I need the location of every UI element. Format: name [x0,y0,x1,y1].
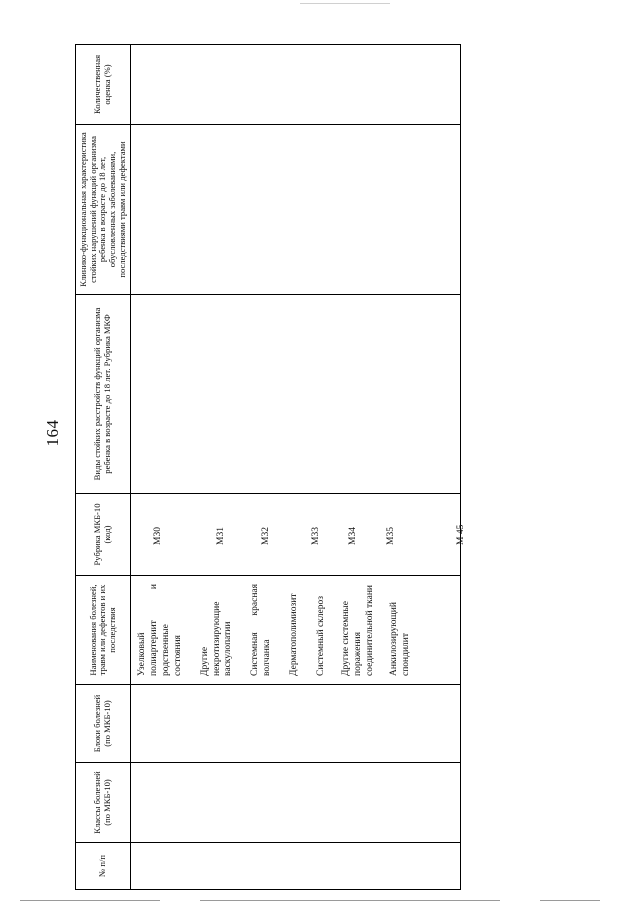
icd-code: М34 [348,527,359,545]
page-number: 164 [43,419,62,447]
scan-artifact-line [20,900,160,901]
icd-code: М31 [216,527,227,545]
disease-name: Дерматополимиозит [289,593,299,676]
header-disease-blocks: Блоки болезней (по МКБ-10) [76,685,131,763]
disease-name: Системная красная волчанка [250,584,273,676]
icd-code: М35 [386,527,397,545]
scan-artifact-line [300,3,390,4]
icd-code: М32 [261,527,272,545]
icd-code: М33 [311,527,322,545]
disease-name: Системный склероз [315,596,326,676]
cell-disease-names [131,576,461,685]
header-clinical-characteristics: Клинико-функциональная характеристика стойких нарушений функций организма ребенка в возрасте до 18 лет, обусловленных заболеваниями, последствиями травм или дефектами [76,125,131,295]
header-disease-names: Наименования болезней, травм или дефектов и их последствия [76,576,131,685]
header-number: № п/п [76,843,131,890]
scan-artifact-line [540,900,600,901]
header-quantitative-score: Количественная оценка (%) [76,45,131,125]
icd-code: М 45 [456,524,467,545]
table-row [131,45,461,890]
disease-name: Анкилозирующий спондилит [389,602,412,676]
scan-artifact-line [200,900,500,901]
cell-number [131,843,461,890]
disease-name: Другие некротизирующие васкулопатии [199,601,234,676]
disease-name: Узелковый полиартериит и родственные состояния [137,584,183,676]
icd-code: М30 [153,527,164,545]
disability-criteria-table [75,44,467,890]
header-icd-code: Рубрика МКБ-10 (код) [76,494,131,576]
rotated-table-wrapper [75,45,467,890]
header-disease-classes: Классы болезней (по МКБ-10) [76,763,131,843]
header-row [76,45,131,890]
cell-icd-codes [131,494,467,576]
cell-clinical-characteristics [131,125,461,295]
cell-function-types [131,295,461,494]
cell-disease-class [131,763,461,843]
header-function-types: Виды стойких расстройств функций организма ребенка в возрасте до 18 лет. Рубрика МКФ [76,295,131,494]
cell-quantitative-score [131,45,461,125]
cell-disease-block [131,685,461,763]
disease-name: Другие системные поражения соединительной ткани [340,584,375,676]
